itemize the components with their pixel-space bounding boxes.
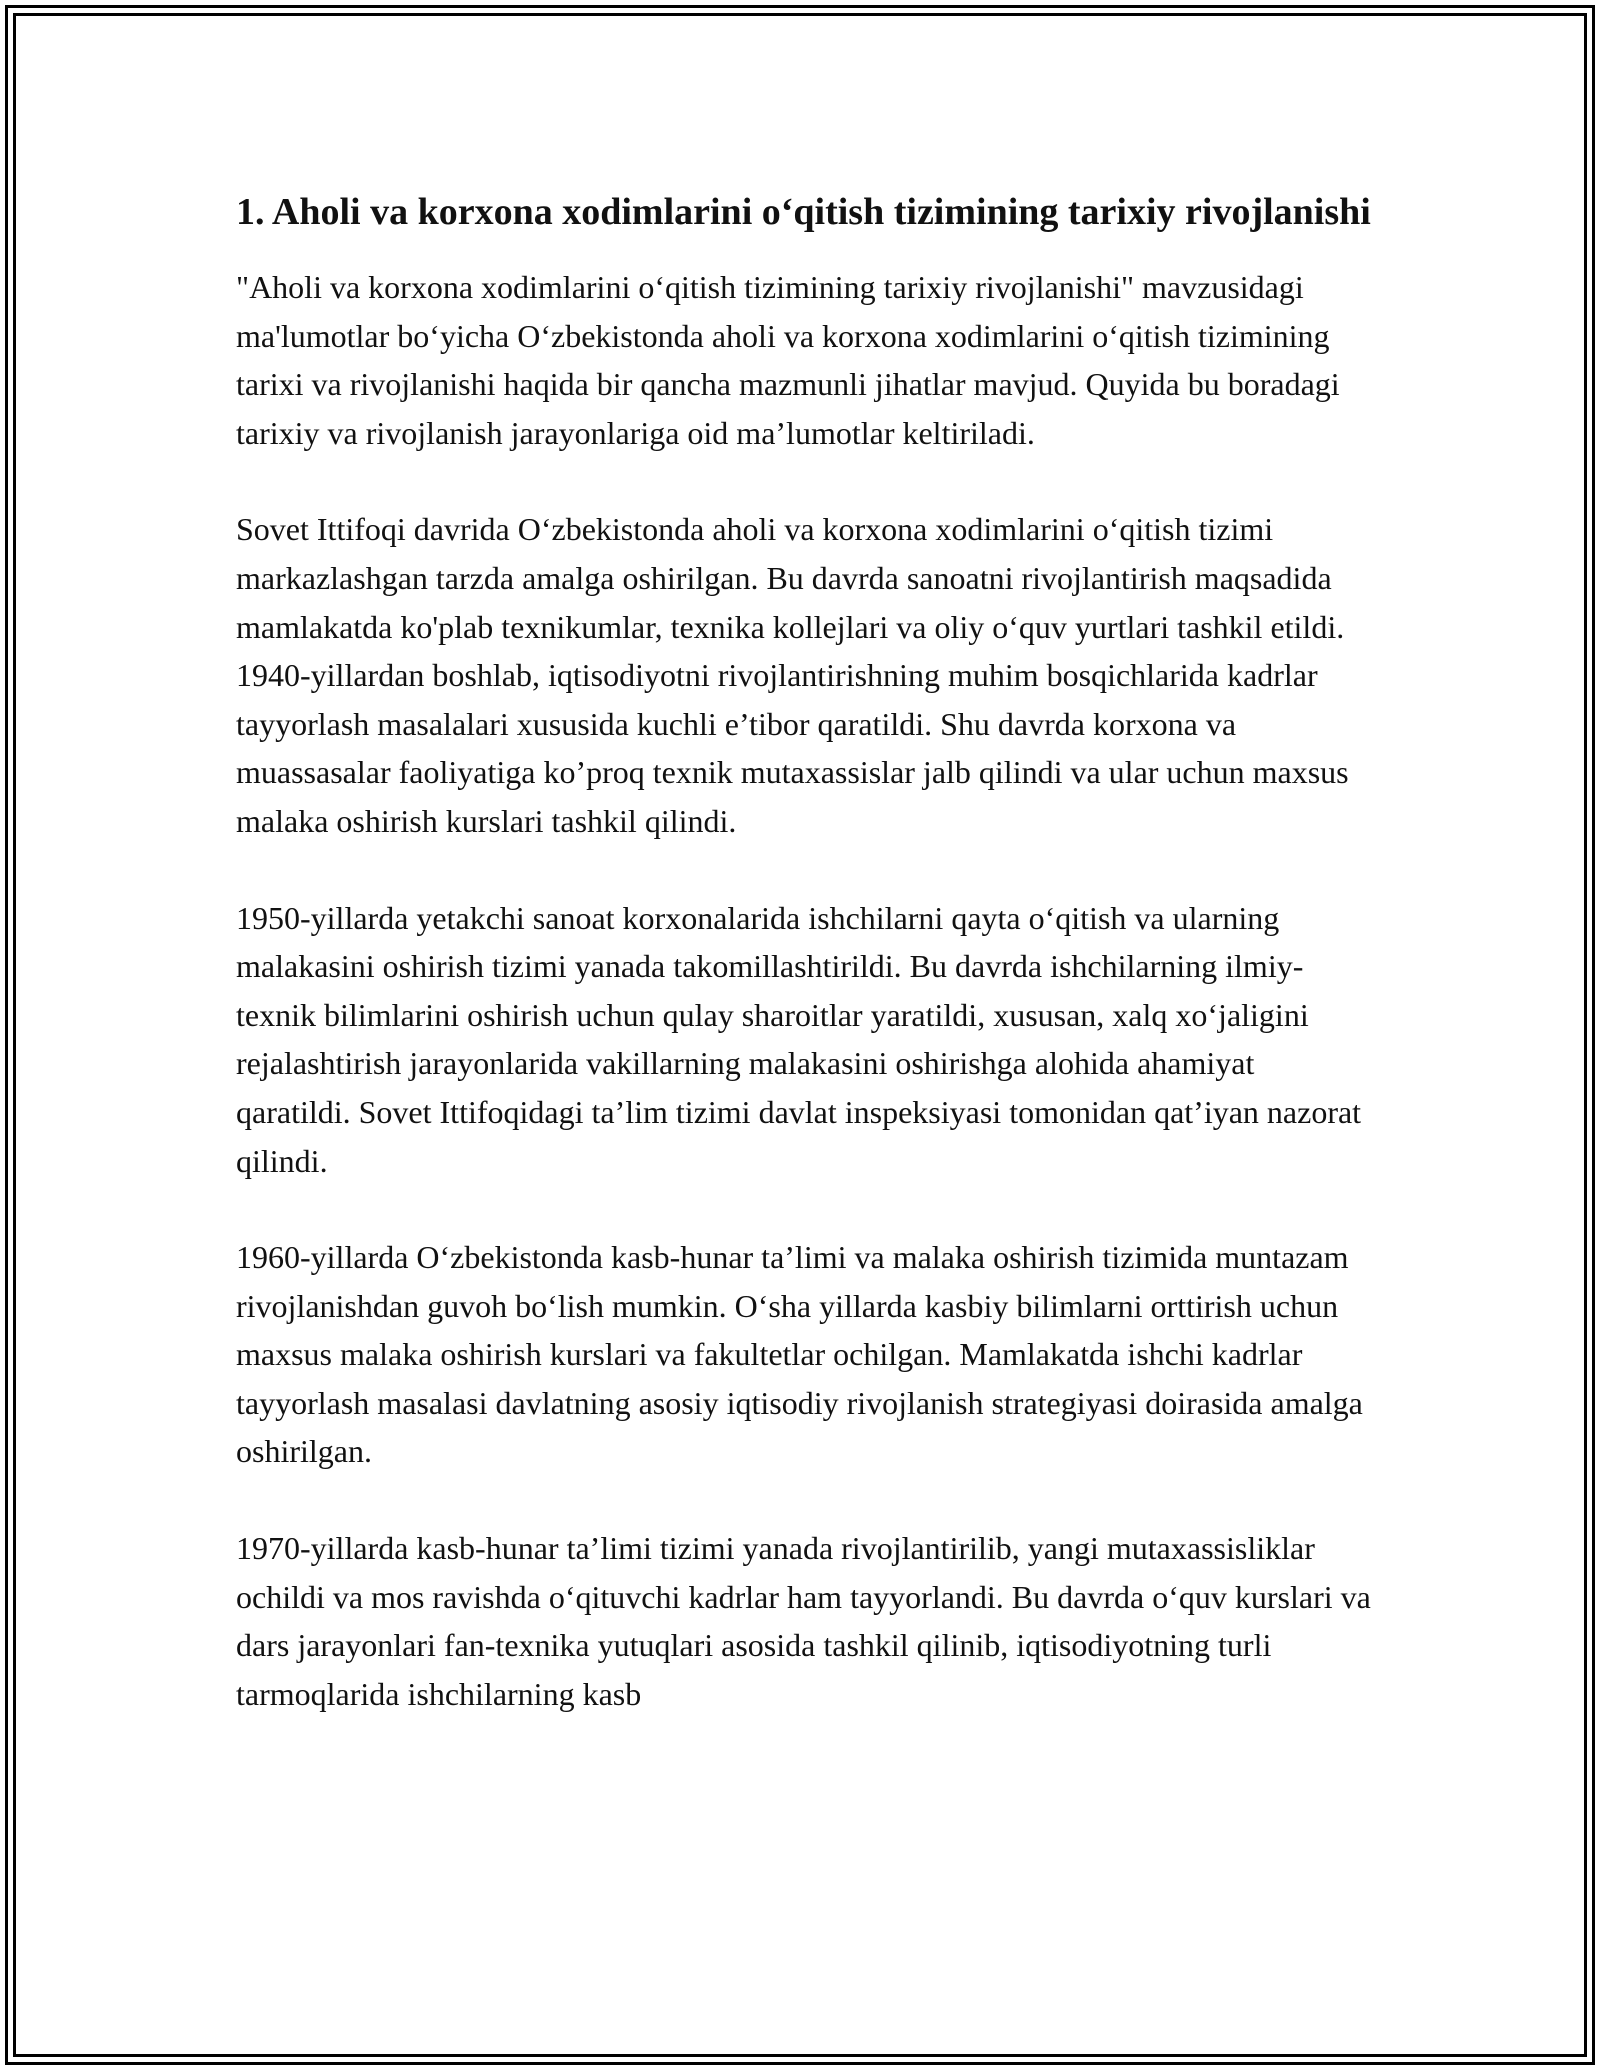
paragraph-1960s: 1960-yillarda O‘zbekistonda kasb-hunar ta’limi va malaka oshirish tizimida muntazam rivojlanishdan guvoh bo‘lish mumkin. O‘sha yillarda kasbiy bilimlarni orttirish uchun maxsus malaka oshirish kurslari va fakultetlar ochilgan. Mamlakatda ishchi kadrlar tayyorlash masalasi davlatning asosiy iqtisodiy rivojlanish strategiyasi doirasida amalga oshirilgan. [236, 1239, 1363, 1470]
paragraph-soviet-era: Sovet Ittifoqi davrida O‘zbekistonda aholi va korxona xodimlarini o‘qitish tizimi markazlashgan tarzda amalga oshirilgan. Bu davrda sanoatni rivojlantirish maqsadida mamlakatda ko'plab texnikumlar, texnika kollejlari va oliy o‘quv yurtlari tashkil etildi. 1940-yillardan boshlab, iqtisodiyotni rivojlantirishning muhim bosqichlarida kadrlar tayyorlash masalalari xususida kuchli e’tibor qaratildi. Shu davrda korxona va muassasalar faoliyatiga ko’proq texnik mutaxassislar jalb qilindi va ular uchun maxsus malaka oshirish kurslari tashkil qilindi. [236, 511, 1349, 839]
document-body [236, 185, 1376, 1718]
paragraph-intro: "Aholi va korxona xodimlarini o‘qitish tizimining tarixiy rivojlanishi" mavzusidagi ma'lumotlar bo‘yicha O‘zbekistonda aholi va korxona xodimlarini o‘qitish tizimining tarixi va rivojlanishi haqida bir qancha mazmunli jihatlar mavjud. Quyida bu boradagi tarixiy va rivojlanish jarayonlariga oid ma’lumotlar keltiriladi. [236, 269, 1340, 451]
section-heading: 1. Aholi va korxona xodimlarini o‘qitish tizimining tarixiy rivojlanishi [236, 191, 1371, 233]
paragraph-1970s: 1970-yillarda kasb-hunar ta’limi tizimi yanada rivojlantirilib, yangi mutaxassisliklar ochildi va mos ravishda o‘qituvchi kadrlar ham tayyorlandi. Bu davrda o‘quv kurslari va dars jarayonlari fan-texnika yutuqlari asosida tashkil qilinib, iqtisodiyotning turli tarmoqlarida ishchilarning kasb [236, 1530, 1371, 1712]
paragraph-1950s: 1950-yillarda yetakchi sanoat korxonalarida ishchilarni qayta o‘qitish va ularning malakasini oshirish tizimi yanada takomillashtirildi. Bu davrda ishchilarning ilmiy-texnik bilimlarini oshirish uchun qulay sharoitlar yaratildi, xususan, xalq xo‘jaligini rejalashtirish jarayonlarida vakillarning malakasini oshirishga alohida ahamiyat qaratildi. Sovet Ittifoqidagi ta’lim tizimi davlat inspeksiyasi tomonidan qat’iyan nazorat qilindi. [236, 899, 1362, 1179]
